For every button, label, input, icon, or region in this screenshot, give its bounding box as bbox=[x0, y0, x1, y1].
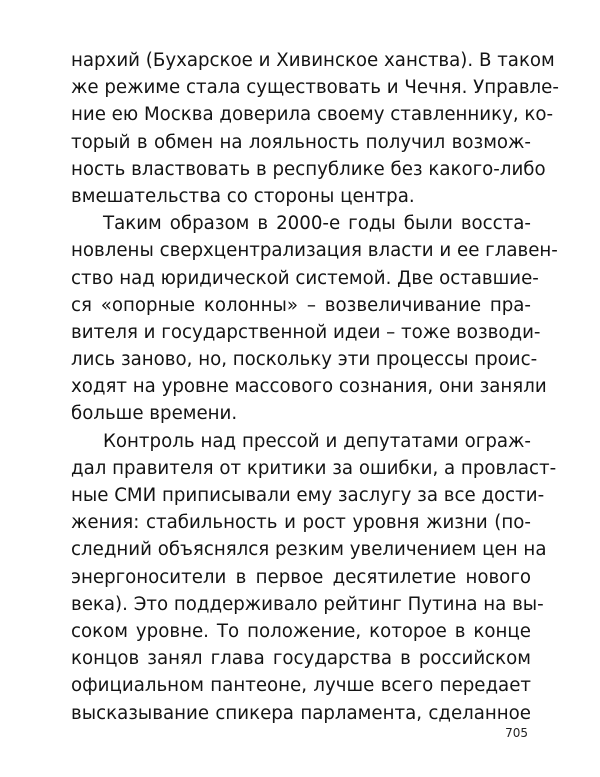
text-line: ность властвовать в республике без какого-либо bbox=[71, 158, 546, 180]
text-line: Контроль над прессой и депутатами ограж- bbox=[103, 430, 531, 452]
text-line: следний объяснялся резким увеличением цен на bbox=[71, 539, 547, 561]
text-line: вителя и государственной идеи – тоже возводи- bbox=[71, 321, 541, 343]
text-line: концов занял глава государства в российском bbox=[71, 648, 531, 670]
text-line: нархий (Бухарское и Хивинское ханства). В таком bbox=[71, 50, 555, 71]
text-line: ние ею Москва доверила своему ставленнику, ко- bbox=[71, 104, 554, 126]
text-line: новлены сверхцентрализация власти и ее главен- bbox=[71, 240, 558, 262]
text-line: ство над юридической системой. Две оставшие- bbox=[71, 267, 539, 289]
text-line: же режиме стала существовать и Чечня. Управле- bbox=[71, 77, 559, 99]
text-line: больше времени. bbox=[71, 403, 238, 425]
text-line: торый в обмен на лояльность получил возмож- bbox=[71, 131, 531, 153]
text-line: энергоносители в первое десятилетие нового bbox=[71, 566, 531, 588]
text-line: ходят на уровне массового сознания, они заняли bbox=[71, 376, 547, 398]
text-line: соком уровне. То положение, которое в конце bbox=[71, 620, 531, 642]
text-line: жения: стабильность и рост уровня жизни (по- bbox=[71, 512, 531, 534]
text-line: Таким образом в 2000-е годы были восста- bbox=[103, 213, 531, 235]
body-text bbox=[71, 47, 559, 727]
text-line: лись заново, но, поскольку эти процессы проис- bbox=[71, 349, 538, 371]
text-line: официальном пантеоне, лучше всего передает bbox=[71, 675, 531, 697]
text-line: века). Это поддерживало рейтинг Путина на вы- bbox=[71, 593, 544, 615]
text-line: дал правителя от критики за ошибки, а провласт- bbox=[71, 457, 557, 479]
text-line: вмешательства со стороны центра. bbox=[71, 185, 415, 207]
text-line: высказывание спикера парламента, сделанное bbox=[71, 702, 531, 724]
page-number: 705 bbox=[505, 726, 528, 740]
text-line: ные СМИ приписывали ему заслугу за все дости- bbox=[71, 485, 545, 506]
text-line: ся «опорные колонны» – возвеличивание пра- bbox=[71, 294, 531, 316]
